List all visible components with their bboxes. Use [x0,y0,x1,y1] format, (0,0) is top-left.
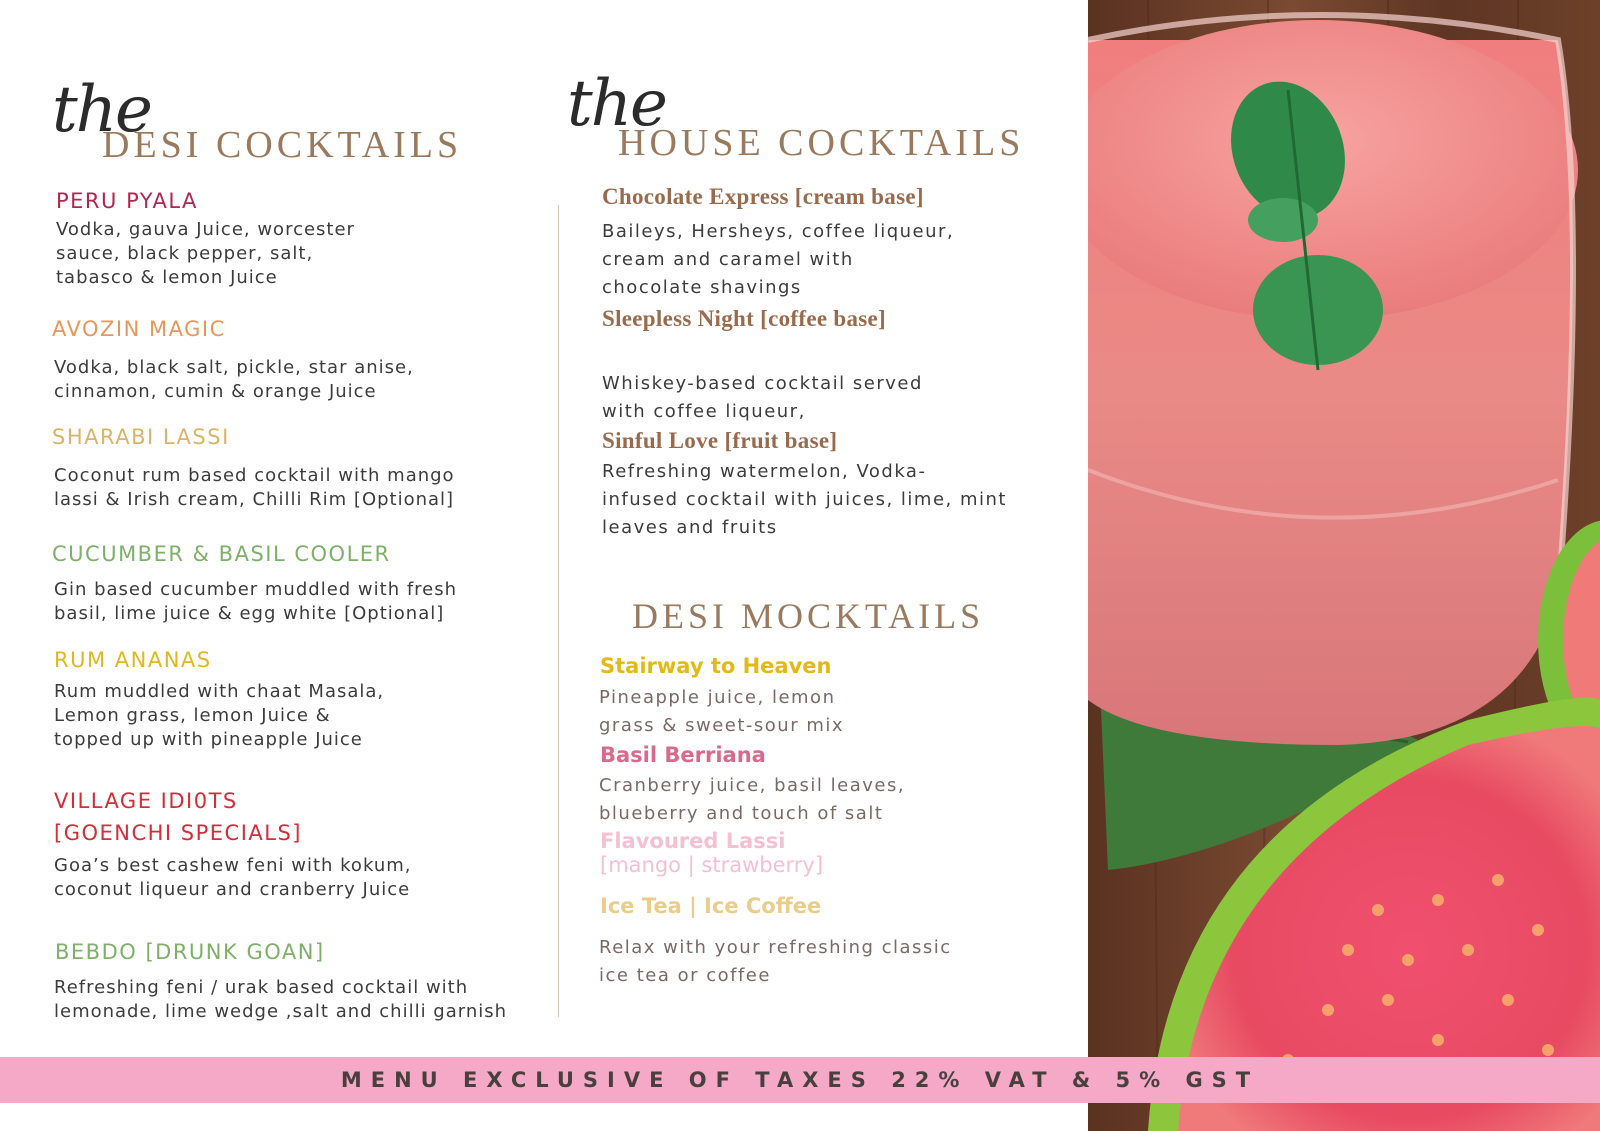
mocktail-desc-stairway-to-heaven: Pineapple juice, lemon grass & sweet-sour mix [599,687,845,736]
item-name-sharabi-lassi: SHARABI LASSI [52,425,230,449]
item-desc-rum-ananas: Rum muddled with chaat Masala, Lemon grass, lemon Juice & topped up with pineapple Juice [54,681,385,750]
item-desc-avozin-magic: Vodka, black salt, pickle, star anise, cinnamon, cumin & orange Juice [54,357,414,402]
house-item-desc-sleepless-night: Whiskey-based cocktail served with coffee liqueur, [602,373,923,422]
desi-cocktails-script: the [52,73,151,147]
item-name-village-idiots: VILLAGE IDI0TS [54,789,238,813]
house-item-desc-sinful-love: Refreshing watermelon, Vodka- infused cocktail with juices, lime, mint leaves and fruits [602,461,1007,538]
mocktail-desc-basil-berriana: Cranberry juice, basil leaves, blueberry and touch of salt [599,775,906,824]
mocktail-name-basil-berriana: Basil Berriana [600,743,766,767]
mocktail-sub-flavoured-lassi: [mango | strawberry] [600,853,824,877]
item-name-goenchi-specials: [GOENCHI SPECIALS] [54,821,303,845]
item-name-avozin-magic: AVOZIN MAGIC [52,317,226,341]
house-cocktails-script: the [567,67,666,141]
house-item-name-sleepless-night: Sleepless Night [coffee base] [602,306,887,331]
house-cocktails-title: HOUSE COCKTAILS [618,122,1025,164]
footer-tax-note: MENU EXCLUSIVE OF TAXES 22% VAT & 5% GST [340,1068,1260,1092]
desi-cocktails-title: DESI COCKTAILS [102,124,463,166]
desi-mocktails-title: DESI MOCKTAILS [632,596,985,636]
mocktail-name-stairway-to-heaven: Stairway to Heaven [600,654,832,678]
item-name-rum-ananas: RUM ANANAS [54,648,212,672]
mocktail-name-flavoured-lassi: Flavoured Lassi [600,829,786,853]
mocktail-name-ice-tea-coffee: Ice Tea | Ice Coffee [600,894,822,918]
guava-smoothie-photo [1088,0,1600,1131]
item-desc-peru-pyala: Vodka, gauva Juice, worcester sauce, black pepper, salt, tabasco & lemon Juice [56,219,355,288]
mocktail-desc-ice-tea-coffee: Relax with your refreshing classic ice tea or coffee [599,937,952,986]
column-divider [558,205,559,1017]
item-desc-village-idiots: Goa’s best cashew feni with kokum, coconut liqueur and cranberry Juice [54,855,412,900]
house-item-name-sinful-love: Sinful Love [fruit base] [602,428,838,453]
item-name-bebdo: BEBDO [DRUNK GOAN] [55,940,325,964]
item-name-cucumber-basil-cooler: CUCUMBER & BASIL COOLER [52,542,391,566]
house-item-desc-chocolate-express: Baileys, Hersheys, coffee liqueur, cream and caramel with chocolate shavings [602,221,955,298]
house-item-name-chocolate-express: Chocolate Express [cream base] [602,184,924,209]
item-name-peru-pyala: PERU PYALA [56,189,198,213]
item-desc-bebdo: Refreshing feni / urak based cocktail with lemonade, lime wedge ,salt and chilli garnish [54,977,508,1022]
item-desc-cucumber-basil-cooler: Gin based cucumber muddled with fresh basil, lime juice & egg white [Optional] [54,579,458,624]
item-desc-sharabi-lassi: Coconut rum based cocktail with mango lassi & Irish cream, Chilli Rim [Optional] [54,465,455,510]
